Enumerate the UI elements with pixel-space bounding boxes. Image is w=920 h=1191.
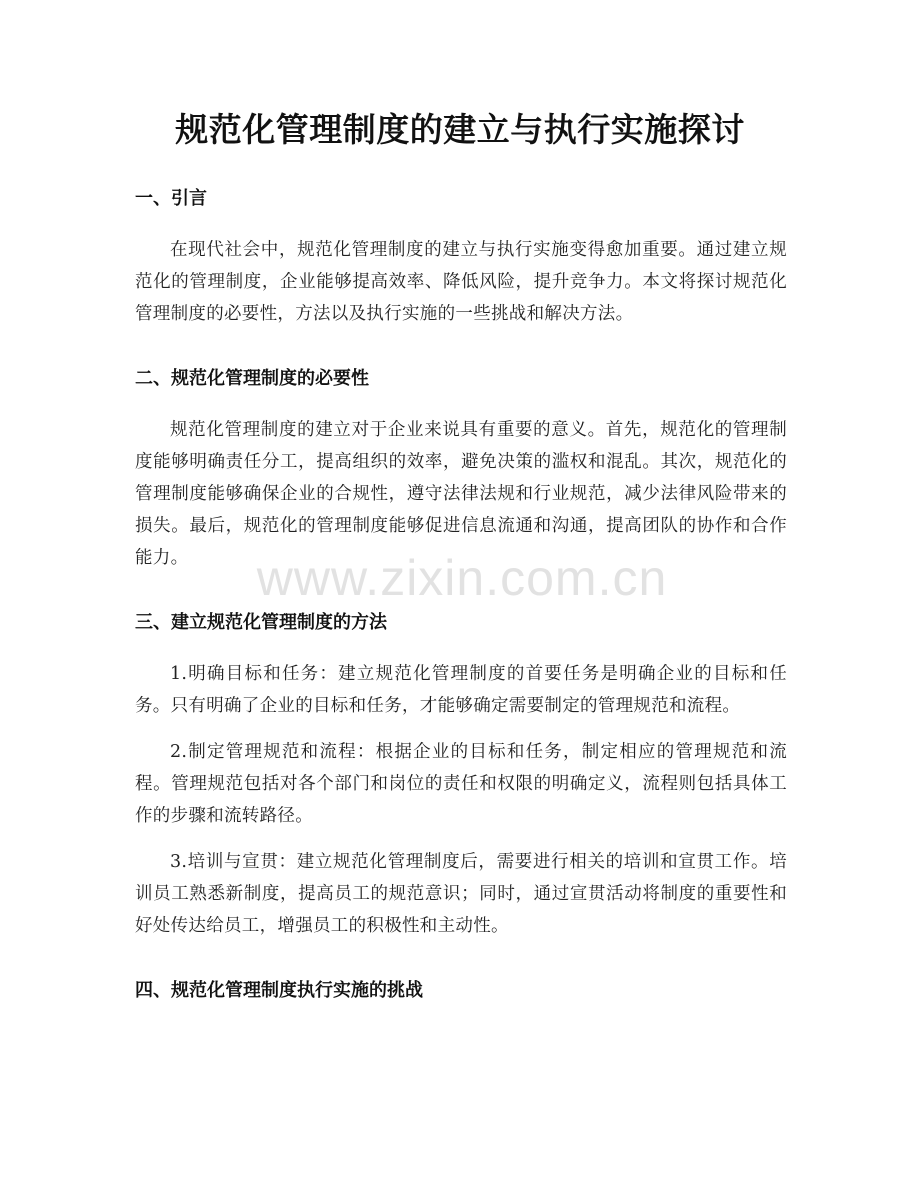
section-heading: 三、建立规范化管理制度的方法 — [135, 612, 387, 633]
list-item-paragraph: 1.明确目标和任务：建立规范化管理制度的首要任务是明确企业的目标和任务。只有明确了企业的目标和任务，才能够确定需要制定的管理规范和流程。 — [135, 664, 787, 716]
section-necessity — [135, 362, 787, 574]
section-heading: 二、规范化管理制度的必要性 — [135, 368, 369, 389]
paragraph: 在现代社会中，规范化管理制度的建立与执行实施变得愈加重要。通过建立规范化的管理制度，企业能够提高效率、降低风险，提升竞争力。本文将探讨规范化管理制度的必要性，方法以及执行实施的一些挑战和解决方法。 — [135, 240, 787, 324]
section-heading: 四、规范化管理制度执行实施的挑战 — [135, 980, 423, 1001]
watermark: www.zixin.com.cn — [256, 550, 668, 606]
list-item-paragraph: 2.制定管理规范和流程：根据企业的目标和任务，制定相应的管理规范和流程。管理规范包括对各个部门和岗位的责任和权限的明确定义，流程则包括具体工作的步骤和流转路径。 — [135, 742, 787, 826]
section-introduction — [135, 182, 787, 330]
section-challenges — [135, 974, 787, 1008]
document-body — [135, 182, 787, 1022]
list-item-paragraph: 3.培训与宣贯：建立规范化管理制度后，需要进行相关的培训和宣贯工作。培训员工熟悉新制度，提高员工的规范意识；同时，通过宣贯活动将制度的重要性和好处传达给员工，增强员工的积极性和主动性。 — [135, 852, 787, 936]
paragraph: 规范化管理制度的建立对于企业来说具有重要的意义。首先，规范化的管理制度能够明确责任分工，提高组织的效率，避免决策的滥权和混乱。其次，规范化的管理制度能够确保企业的合规性，遵守法律法规和行业规范，减少法律风险带来的损失。最后，规范化的管理制度能够促进信息流通和沟通，提高团队的协作和合作能力。 — [135, 420, 787, 568]
section-methods — [135, 606, 787, 942]
section-heading: 一、引言 — [135, 188, 207, 209]
document-title: 规范化管理制度的建立与执行实施探讨 — [175, 110, 745, 149]
